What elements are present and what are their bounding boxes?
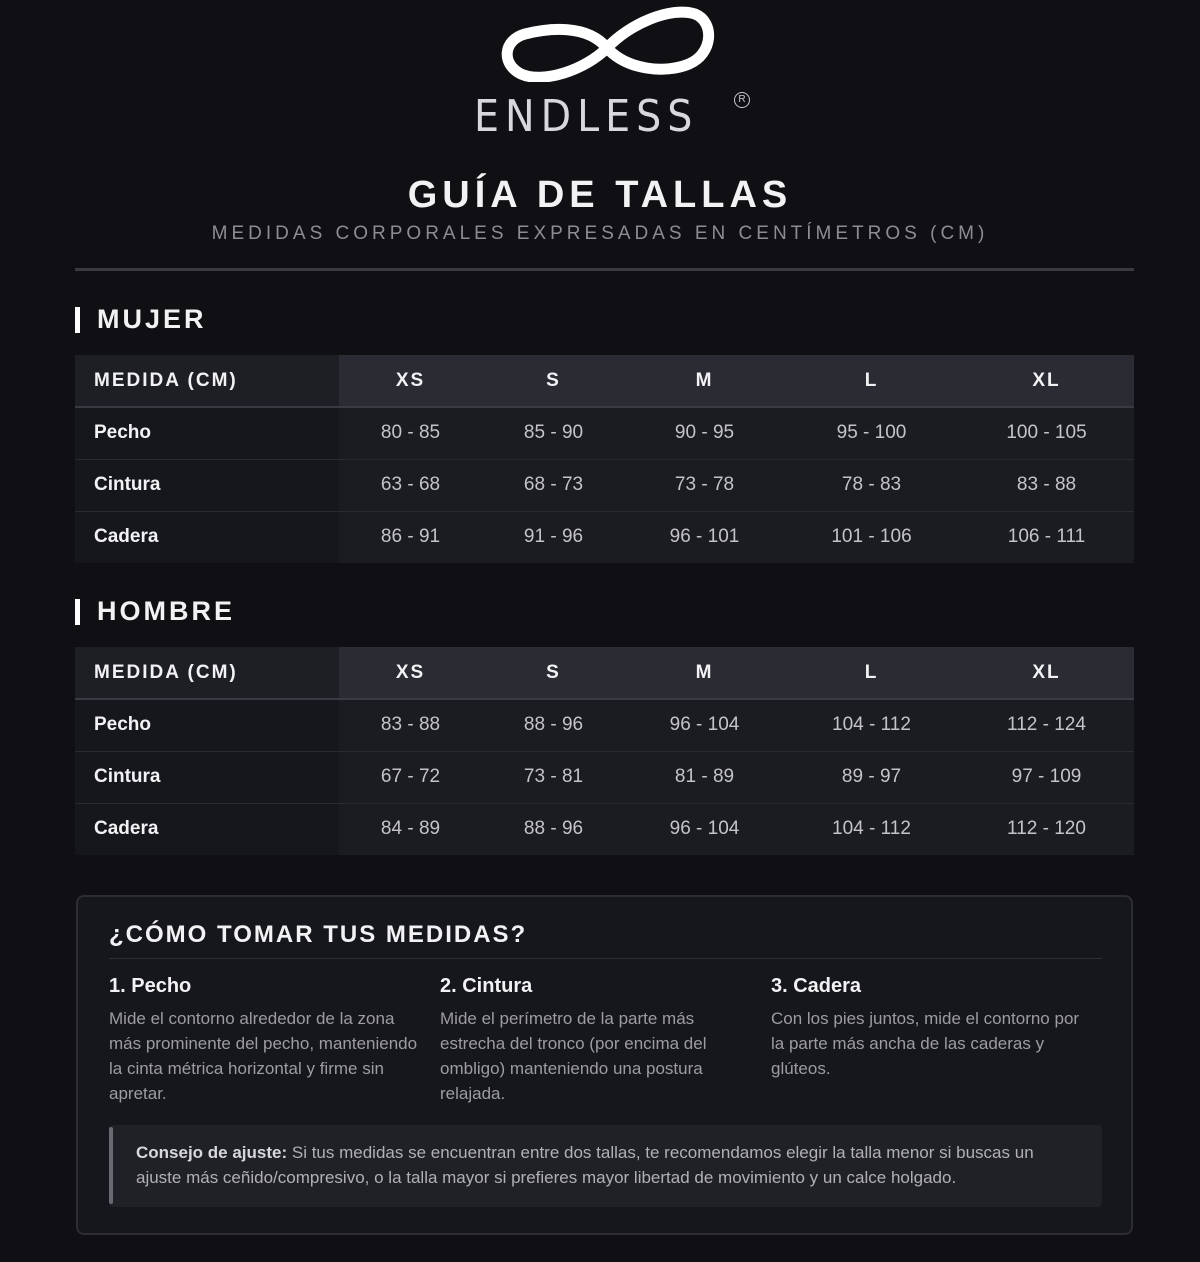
row-label: Cintura — [75, 459, 339, 511]
fit-tip-callout — [109, 1125, 1102, 1207]
step-title: 3. Cadera — [771, 975, 862, 997]
size-table-men — [75, 647, 1134, 855]
table-header-row — [75, 355, 1134, 407]
table-cell: 104 - 112 — [784, 803, 959, 855]
table-row — [75, 407, 1134, 459]
table-cell: 95 - 100 — [784, 407, 959, 459]
row-label: Pecho — [75, 407, 339, 459]
row-label: Cadera — [75, 803, 339, 855]
table-cell: 78 - 83 — [784, 459, 959, 511]
table-row — [75, 511, 1134, 563]
header-cell-s: S — [482, 647, 625, 699]
guide-step-chest — [109, 975, 419, 1106]
table-cell: 112 - 124 — [959, 699, 1134, 751]
size-table-women — [75, 355, 1134, 563]
section-title-women — [75, 304, 207, 335]
table-row — [75, 459, 1134, 511]
table-row — [75, 803, 1134, 855]
measuring-guide-card — [76, 895, 1133, 1235]
table-cell: 88 - 96 — [482, 699, 625, 751]
header-divider — [75, 268, 1134, 271]
table-cell: 83 - 88 — [959, 459, 1134, 511]
table-cell: 84 - 89 — [339, 803, 482, 855]
table-cell: 80 - 85 — [339, 407, 482, 459]
fit-tip-label: Consejo de ajuste: — [136, 1143, 288, 1162]
header-cell-m: M — [625, 647, 784, 699]
header-cell-xl: XL — [959, 647, 1134, 699]
table-cell: 112 - 120 — [959, 803, 1134, 855]
header-cell-xs: XS — [339, 355, 482, 407]
page-title: GUÍA DE TALLAS — [407, 174, 793, 216]
table-cell: 85 - 90 — [482, 407, 625, 459]
header-cell-measure: MEDIDA (CM) — [75, 647, 339, 699]
table-cell: 73 - 81 — [482, 751, 625, 803]
header-cell-l: L — [784, 355, 959, 407]
table-cell: 104 - 112 — [784, 699, 959, 751]
step-text: Con los pies juntos, mide el contorno por la parte más ancha de las caderas y glúteos. — [771, 1009, 1080, 1078]
row-label: Cadera — [75, 511, 339, 563]
infinity-logo-icon — [499, 4, 715, 82]
guide-divider — [109, 958, 1102, 959]
table-cell: 63 - 68 — [339, 459, 482, 511]
section-accent-bar — [75, 307, 80, 333]
table-cell: 73 - 78 — [625, 459, 784, 511]
section-accent-bar — [75, 599, 80, 625]
section-title-text: MUJER — [97, 304, 207, 334]
table-cell: 90 - 95 — [625, 407, 784, 459]
table-cell: 97 - 109 — [959, 751, 1134, 803]
guide-step-hip — [771, 975, 1081, 1081]
guide-step-waist — [440, 975, 750, 1106]
registered-mark: R — [734, 92, 750, 108]
section-title-text: HOMBRE — [97, 596, 235, 626]
header-cell-s: S — [482, 355, 625, 407]
table-cell: 88 - 96 — [482, 803, 625, 855]
callout-accent-bar — [109, 1127, 113, 1204]
table-cell: 100 - 105 — [959, 407, 1134, 459]
row-label: Pecho — [75, 699, 339, 751]
header-cell-measure: MEDIDA (CM) — [75, 355, 339, 407]
header-cell-m: M — [625, 355, 784, 407]
fit-tip-body: Si tus medidas se encuentran entre dos tallas, te recomendamos elegir la talla menor si buscas un ajuste más ceñido/compresivo, o la talla mayor si prefieres mayor libertad de movimiento y un calce holgado. — [136, 1143, 1034, 1187]
table-cell: 89 - 97 — [784, 751, 959, 803]
table-cell: 96 - 104 — [625, 803, 784, 855]
table-cell: 81 - 89 — [625, 751, 784, 803]
brand-wordmark: ENDLESS — [474, 91, 699, 142]
step-title: 1. Pecho — [109, 975, 192, 997]
fit-tip-text — [136, 1140, 1081, 1190]
table-cell: 101 - 106 — [784, 511, 959, 563]
table-row — [75, 699, 1134, 751]
header-cell-xs: XS — [339, 647, 482, 699]
table-row — [75, 751, 1134, 803]
table-cell: 67 - 72 — [339, 751, 482, 803]
row-label: Cintura — [75, 751, 339, 803]
table-cell: 91 - 96 — [482, 511, 625, 563]
table-cell: 68 - 73 — [482, 459, 625, 511]
section-title-men — [75, 596, 235, 627]
header-cell-l: L — [784, 647, 959, 699]
table-cell: 86 - 91 — [339, 511, 482, 563]
step-text: Mide el perímetro de la parte más estrecha del tronco (por encima del ombligo) manteniendo una postura relajada. — [440, 1009, 707, 1103]
brand-logo — [0, 0, 1200, 150]
table-cell: 106 - 111 — [959, 511, 1134, 563]
step-title: 2. Cintura — [440, 975, 533, 997]
table-cell: 96 - 101 — [625, 511, 784, 563]
header-cell-xl: XL — [959, 355, 1134, 407]
step-text: Mide el contorno alrededor de la zona más prominente del pecho, manteniendo la cinta métrica horizontal y firme sin apretar. — [109, 1009, 418, 1103]
guide-title: ¿CÓMO TOMAR TUS MEDIDAS? — [109, 921, 528, 948]
page-subtitle: MEDIDAS CORPORALES EXPRESADAS EN CENTÍMETROS (CM) — [211, 223, 989, 244]
table-cell: 83 - 88 — [339, 699, 482, 751]
table-cell: 96 - 104 — [625, 699, 784, 751]
table-header-row — [75, 647, 1134, 699]
